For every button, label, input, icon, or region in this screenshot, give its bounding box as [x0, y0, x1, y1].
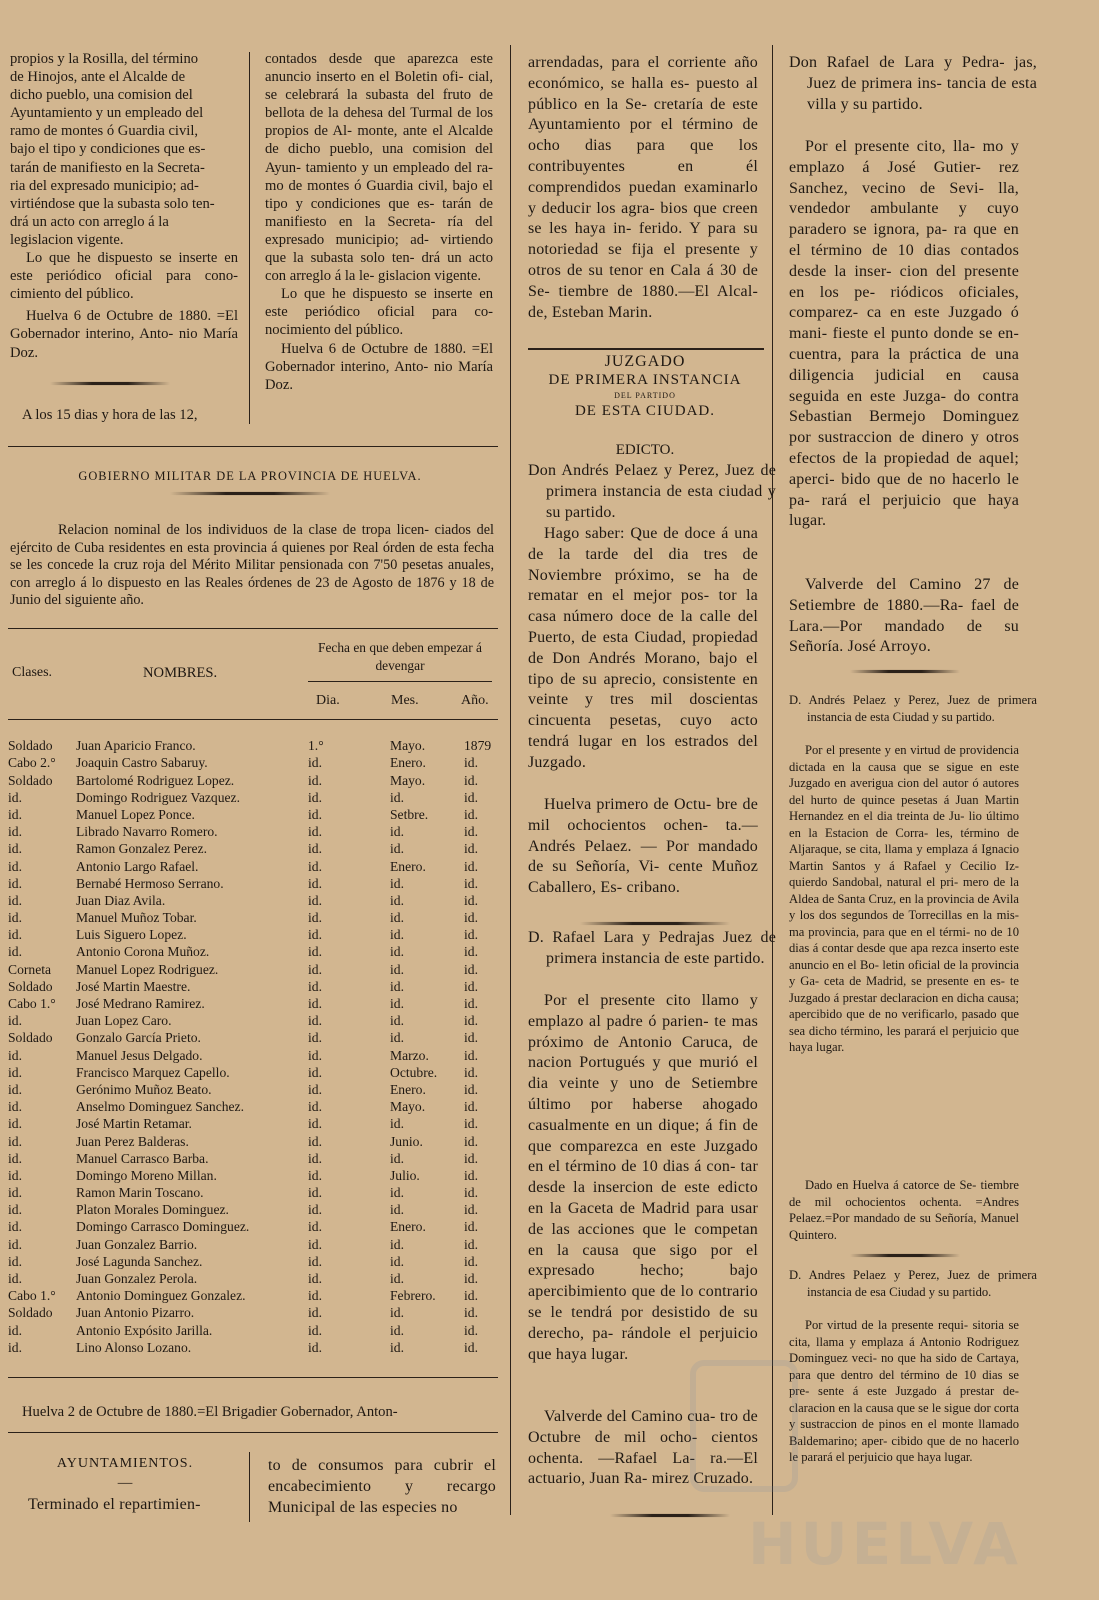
roster-nombre: Manuel Muñoz Tobar.	[76, 910, 197, 926]
roster-clase: Soldado	[8, 978, 53, 994]
roster-ano: id.	[464, 1253, 478, 1269]
roster-dia: id.	[308, 1064, 322, 1080]
roster-dia: id.	[308, 841, 322, 857]
roster-dia: id.	[308, 1081, 322, 1097]
roster-mes: Mayo.	[390, 738, 426, 754]
roster-row	[8, 960, 504, 977]
section-rule	[8, 446, 498, 447]
col2-top-article	[265, 50, 493, 394]
column-divider	[772, 45, 773, 1515]
roster-mes: id.	[390, 1013, 404, 1029]
roster-row	[8, 806, 504, 823]
roster-ano: id.	[464, 1288, 478, 1304]
roster-dia: id.	[308, 1047, 322, 1063]
section-rule	[528, 348, 764, 350]
roster-mes: id.	[390, 1150, 404, 1166]
roster-clase: id.	[8, 1219, 22, 1235]
header-nombres: NOMBRES.	[143, 665, 218, 681]
roster-ano: id.	[464, 1202, 478, 1218]
roster-nombre: Lino Alonso Lozano.	[76, 1339, 192, 1355]
roster-dia: id.	[308, 1339, 322, 1355]
roster-clase: id.	[8, 1322, 22, 1338]
roster-ano: id.	[464, 755, 478, 771]
roster-ano: id.	[464, 1219, 478, 1235]
roster-mes: id.	[390, 1271, 404, 1286]
roster-ano: id.	[464, 927, 478, 943]
roster-dia: id.	[308, 944, 322, 960]
roster-dia: id.	[308, 1116, 322, 1132]
roster-row	[8, 1218, 504, 1235]
col4-body-1: Por el presente cito, lla- mo y emplazo á José Gutier- rez Sanchez, vecino de Sevi- lla, vendedor ambulante y cuyo paradero se ignora, pa- ra que en el término de 10 dias contados desde la inser- cion del presente en los pe- riódicos oficiales, comparez- ca en este Juzgado ó mani- fieste el punto donde se en- cuentra, para la práctica de una diligencia judicial en causa seguida en este Juzga- do contra Sebastian Bermejo Dominguez por sustraccion de dinero y otros efectos de la propiedad de aquel; aperci- bido que de no hacerlo le pa- rará el perjuicio que haya lugar.	[789, 138, 1019, 530]
roster-mes: id.	[390, 892, 404, 908]
col4-signature-2: Dado en Huelva á catorce de Se- tiembre de mil ochocientos ochenta. =Andres Pelaez.=Por mandado de su Señoría, Manuel Quintero.	[789, 1178, 1019, 1242]
roster-clase: Corneta	[8, 961, 52, 977]
roster-dia: 1.°	[308, 738, 324, 754]
roster-mes: id.	[390, 1202, 404, 1218]
roster-nombre: Juan Gonzalez Perola.	[76, 1271, 198, 1286]
juzgado-subtitle: DE PRIMERA INSTANCIA	[548, 372, 742, 388]
roster-nombre: Anselmo Dominguez Sanchez.	[76, 1099, 244, 1115]
roster-dia: id.	[308, 1167, 322, 1183]
ayuntamientos-text-continued: to de consumos para cubrir el encabecimiento y recargo Municipal de las especies no	[268, 1457, 496, 1516]
roster-mes: Marzo.	[390, 1047, 429, 1063]
roster-clase: id.	[8, 1339, 22, 1355]
roster-dia: id.	[308, 875, 322, 891]
roster-clase: id.	[8, 858, 22, 874]
roster-clase: id.	[8, 806, 22, 822]
roster-clase: id.	[8, 1099, 22, 1115]
roster-row	[8, 1012, 504, 1029]
roster-clase: id.	[8, 927, 22, 943]
col1-line: tarán de manifiesto en la Secreta-	[10, 159, 205, 176]
roster-nombre: Bernabé Hermoso Serrano.	[76, 875, 224, 891]
roster-dia: id.	[308, 1219, 322, 1235]
roster-row	[8, 1287, 504, 1304]
rafael-body: Por el presente cito llamo y emplazo al padre ó parien- te mas próximo de Antonio Caruca, de nacion Portugués y que murió el dia veinte y uno de Setiembre último por haberse ahogado casualmente en un dique; á fin de que comparezca en este Juzgado en el término de 10 dias á con- tar desde la insercion de este edicto en la Gaceta de Madrid para usar de las acciones que le competan en la causa que sigo por el expresado hecho; bajo apercibimiento que de lo contrario se le tendrá por desistido de su derecho, pa- rándole el perjuicio que haya lugar.	[528, 992, 758, 1363]
col4-body-2: Por el presente y en virtud de providencia dictada en la causa que se sigue en este Juzgado en averigua cion del autor ó autores del hurto de quince pesetas á Juan Martin Hernandez en el dia treinta de Ju- lio último en la Estacion de Corra- les, término de Aljaraque, se cita, llama y emplaza á Ignacio Martin Santos y á Rafael y Cecilio Iz- quierdo Sandobal, natural el pri- mero de la Aldea de Santa Cruz, en la provincia de Avila y los dos segundos de Torrecillas en la mis- ma provincia, para que en el térmi- no de 10 dias á contar desde que apa rezca inserto este anuncio en el Bo- letin oficial de la provincia y Ga- ceta de Madrid, se presente en es- te Juzgado á prestar declaracion en dicha causa; apercibido que de no verificarlo, pasado que sea dicho término, les parará el perjuicio que haya lugar.	[789, 743, 1019, 1054]
roster-ano: id.	[464, 1236, 478, 1252]
roster-ano: id.	[464, 1305, 478, 1321]
roster-mes: id.	[390, 1116, 404, 1132]
roster-row	[8, 1167, 504, 1184]
roster-mes: id.	[390, 1236, 404, 1252]
roster-nombre: José Martin Maestre.	[76, 978, 191, 994]
roster-clase: Soldado	[8, 772, 53, 788]
roster-clase: id.	[8, 1167, 22, 1183]
roster-dia: id.	[308, 910, 322, 926]
roster-dia: id.	[308, 789, 322, 805]
roster-ano: id.	[464, 1133, 478, 1149]
roster-clase: id.	[8, 1064, 22, 1080]
roster-clase: id.	[8, 1081, 22, 1097]
roster-nombre: Joaquin Castro Sabaruy.	[76, 755, 208, 771]
roster-mes: Mayo.	[390, 1099, 426, 1115]
roster-ano: id.	[464, 1271, 478, 1286]
roster-row	[8, 754, 504, 771]
col3-article	[528, 53, 758, 323]
roster-ano: id.	[464, 1064, 478, 1080]
roster-dia: id.	[308, 1305, 322, 1321]
col1-line: virtiéndose que la subasta solo ten-	[10, 195, 215, 212]
roster-nombre: Juan Antonio Pizarro.	[76, 1305, 195, 1321]
edicto-signature: Huelva primero de Octu- bre de mil ochocientos ochen- ta.— Andrés Pelaez. — Por mandado de su Señoría, Vi- cente Muñoz Caballero, Es- cribano.	[528, 796, 758, 897]
roster-mes: id.	[390, 944, 404, 960]
roster-clase: Cabo 2.°	[8, 755, 56, 771]
roster-nombre: Gerónimo Muñoz Beato.	[76, 1081, 212, 1097]
roster-ano: id.	[464, 1013, 478, 1029]
roster-clase: id.	[8, 910, 22, 926]
roster-nombre: Juan Lopez Caro.	[76, 1013, 172, 1029]
col1-line: dicho pueblo, una comision del	[10, 87, 193, 104]
col1-opening-lines	[10, 50, 238, 249]
roster-mes: id.	[390, 841, 404, 857]
roster-clase: Cabo 1.°	[8, 1288, 56, 1304]
table-rule	[8, 719, 498, 720]
roster-mes: Mayo.	[390, 772, 426, 788]
section-rule	[8, 1432, 498, 1433]
roster-dia: id.	[308, 1030, 322, 1046]
roster-ano: id.	[464, 1167, 478, 1183]
roster-row	[8, 1046, 504, 1063]
header-mes: Mes.	[391, 693, 419, 708]
edicto-title: EDICTO.	[615, 442, 675, 458]
roster-mes: Julio.	[390, 1167, 420, 1183]
column-divider	[510, 45, 511, 1515]
roster-mes: id.	[390, 910, 404, 926]
roster-dia: id.	[308, 892, 322, 908]
roster-dia: id.	[308, 1133, 322, 1149]
roster-clase: id.	[8, 1150, 22, 1166]
roster-clase: id.	[8, 1047, 22, 1063]
ayuntamientos-dash: —	[117, 1475, 133, 1491]
roster-ano: id.	[464, 1081, 478, 1097]
roster-row	[8, 978, 504, 995]
ayuntamientos-text: Terminado el repartimien-	[28, 1496, 201, 1513]
roster-ano: id.	[464, 910, 478, 926]
roster-dia: id.	[308, 1150, 322, 1166]
column-divider	[249, 1452, 250, 1522]
roster-ano: id.	[464, 996, 478, 1011]
roster-nombre: Ramon Gonzalez Perez.	[76, 841, 207, 857]
roster-dia: id.	[308, 1288, 322, 1304]
col2-para: Lo que he dispuesto se inserte en este periódico oficial para co- nocimiento del público.	[265, 286, 493, 339]
roster-ano: id.	[464, 978, 478, 994]
roster-ano: id.	[464, 1099, 478, 1115]
roster-mes: id.	[390, 1322, 404, 1338]
roster-dia: id.	[308, 927, 322, 943]
col4-signature-1: Valverde del Camino 27 de Setiembre de 1880.—Ra- fael de Lara.—Por mandado de su Señoría. José Arroyo.	[789, 576, 1019, 656]
roster-dia: id.	[308, 1185, 322, 1201]
roster-mes: Enero.	[390, 1081, 426, 1097]
military-signature: Huelva 2 de Octubre de 1880.=El Brigadier Gobernador, Anton-	[22, 1404, 398, 1420]
roster-mes: Febrero.	[390, 1288, 436, 1304]
roster-dia: id.	[308, 1202, 322, 1218]
header-dia: Dia.	[316, 693, 340, 708]
roster-dia: id.	[308, 1253, 322, 1269]
military-ornament-rule	[170, 492, 330, 495]
edicto-judge: Don Andrés Pelaez y Perez, Juez de primera instancia de esta ciudad y su partido.	[528, 462, 776, 521]
roster-row	[8, 1115, 504, 1132]
roster-nombre: Manuel Jesus Delgado.	[76, 1047, 203, 1063]
header-subrule	[308, 681, 492, 682]
roster-ano: id.	[464, 1150, 478, 1166]
roster-nombre: Juan Aparicio Franco.	[76, 738, 196, 754]
roster-dia: id.	[308, 996, 322, 1011]
roster-clase: id.	[8, 789, 22, 805]
library-seal-watermark	[690, 1360, 798, 1492]
roster-row	[8, 1304, 504, 1321]
roster-row	[8, 926, 504, 943]
col4-body-3: Por virtud de la presente requi- sitoria se cita, llama y emplaza á Antonio Rodriguez Dominguez veci- no que ha sido de Cartaya, para que dentro del término de 10 dias se pre- sente á este Juzgado á prestar de- claracion en la causa que se le sigue dor corta y sustraccion de pinos en el monte llamado Baldemarino; aper- cibido que de no hacerlo le parará el perjuicio que haya lugar.	[789, 1318, 1019, 1464]
roster-ano: id.	[464, 858, 478, 874]
roster-dia: id.	[308, 1322, 322, 1338]
col3-para: arrendadas, para el corriente año económico, se halla es- puesto al público en la Se- cretaría de este Ayuntamiento por el término de ocho dias para que los contribuyentes en él comprendidos puedan examinarlo y deducir los agra- bios que creen se les haya in- ferido. Y para su notoriedad se fija el presente y otros de su tenor en Cala á 30 de Se- tiembre de 1880.—El Alcal- de, Esteban Marin.	[528, 54, 758, 321]
roster-ano: id.	[464, 875, 478, 891]
roster-nombre: José Medrano Ramirez.	[76, 996, 205, 1011]
col1-line: de Hinojos, ante el Alcalde de	[10, 69, 186, 86]
roster-clase: id.	[8, 944, 22, 960]
col1-line: ramo de montes ó Guardia civil,	[10, 123, 199, 140]
roster-nombre: Domingo Moreno Millan.	[76, 1167, 217, 1183]
roster-row	[8, 1270, 504, 1287]
roster-mes: id.	[390, 1339, 404, 1355]
roster-nombre: Luis Siguero Lopez.	[76, 927, 187, 943]
military-intro: Relacion nominal de los individuos de la clase de tropa licen- ciados del ejército de Cuba residentes en esta provincia á quienes por Real órden de esta fecha se les concede la cruz roja del Mérito Militar pensionada con 7'50 pesetas anuales, con arreglo á lo dispuesto en las Reales órdenes de 23 de Agosto de 1876 y 18 de Junio del siguiente año.	[10, 522, 494, 609]
header-clases: Clases.	[12, 665, 53, 680]
rafael-judge: D. Rafael Lara y Pedrajas Juez de primera instancia de este partido.	[528, 929, 776, 967]
roster-dia: id.	[308, 978, 322, 994]
roster-nombre: Antonio Dominguez Gonzalez.	[76, 1288, 246, 1304]
roster-row	[8, 1253, 504, 1270]
roster-ano: id.	[464, 1047, 478, 1063]
roster-row	[8, 1235, 504, 1252]
roster-row	[8, 857, 504, 874]
roster-mes: Setbre.	[390, 806, 429, 822]
roster-nombre: Antonio Expósito Jarilla.	[76, 1322, 213, 1338]
roster-row	[8, 892, 504, 909]
table-rule	[8, 628, 498, 629]
roster-mes: Junio.	[390, 1133, 423, 1149]
roster-clase: id.	[8, 824, 22, 840]
col3-ornament-rule	[580, 922, 730, 925]
roster-mes: id.	[390, 1305, 404, 1321]
roster-mes: id.	[390, 978, 404, 994]
col1-line: drá un acto con arreglo á la	[10, 213, 169, 230]
roster-mes: id.	[390, 996, 404, 1011]
roster-row	[8, 1081, 504, 1098]
col2-signature: Huelva 6 de Octubre de 1880. =El Gobernador interino, Anto- nio María Doz.	[265, 340, 493, 393]
col4-judge-1: Don Rafael de Lara y Pedra- jas, Juez de primera ins- tancia de esta villa y su partido.	[789, 54, 1037, 113]
table-rule	[8, 1377, 498, 1378]
roster-ano: id.	[464, 944, 478, 960]
juzgado-ciudad: DE ESTA CIUDAD.	[574, 403, 716, 419]
roster-ano: id.	[464, 1030, 478, 1046]
roster-mes: Enero.	[390, 858, 426, 874]
roster-clase: id.	[8, 1185, 22, 1201]
col1-para: Lo que he dispuesto se inserte en este periódico oficial para cono- cimiento del público.	[10, 250, 238, 303]
roster-mes: id.	[390, 1030, 404, 1046]
roster-dia: id.	[308, 806, 322, 822]
roster-nombre: Francisco Marquez Capello.	[76, 1064, 230, 1080]
roster-mes: Enero.	[390, 1219, 426, 1235]
col1-line: bajo el tipo y condiciones que es-	[10, 141, 206, 158]
roster-row	[8, 1184, 504, 1201]
roster-nombre: José Lagunda Sanchez.	[76, 1253, 203, 1269]
roster-nombre: Gonzalo García Prieto.	[76, 1030, 201, 1046]
edicto-body: Hago saber: Que de doce á una de la tarde del dia tres de Noviembre próximo, se ha de rematar en el mejor pos- tor la casa número doce de la calle del Puerto, de esta Ciudad, propiedad de Don Andrés Morano, bajo el tipo de su aprecio, consistente en veinte y tres mil doscientas cincuenta pesetas, cuyo acto tendrá lugar en los estrados del Juzgado.	[528, 525, 758, 771]
roster-row	[8, 1064, 504, 1081]
col4-judge-3: D. Andres Pelaez y Perez, Juez de primera instancia de esa Ciudad y su partido.	[789, 1268, 1037, 1299]
roster-nombre: Antonio Corona Muñoz.	[76, 944, 210, 960]
juzgado-title: JUZGADO	[604, 353, 686, 370]
roster-row	[8, 1201, 504, 1218]
col3-ornament-rule	[610, 1514, 730, 1517]
roster-mes: id.	[390, 824, 404, 840]
rafael-signature: Valverde del Camino cua- tro de Octubre de mil ocho- cientos ochenta. —Rafael La- ra.—El actuario, Juan Ra- mirez Cruzado.	[528, 1408, 758, 1488]
roster-clase: id.	[8, 1253, 22, 1269]
roster-mes: id.	[390, 789, 404, 805]
roster-row	[8, 1098, 504, 1115]
roster-ano: id.	[464, 806, 478, 822]
col1-top-article	[10, 50, 238, 362]
roster-clase: Soldado	[8, 1030, 53, 1046]
roster-clase: id.	[8, 1236, 22, 1252]
roster-dia: id.	[308, 1013, 322, 1029]
roster-dia: id.	[308, 1099, 322, 1115]
header-fecha: Fecha en que deben empezar á devengar	[318, 640, 482, 673]
roster-mes: id.	[390, 1253, 404, 1269]
roster-row	[8, 823, 504, 840]
roster-nombre: Librado Navarro Romero.	[76, 824, 218, 840]
roster-ano: id.	[464, 1185, 478, 1201]
roster-dia: id.	[308, 1271, 322, 1286]
col1-ornament-rule	[50, 382, 170, 385]
roster-ano: id.	[464, 892, 478, 908]
roster-dia: id.	[308, 858, 322, 874]
roster-dia: id.	[308, 755, 322, 771]
roster-nombre: Ramon Marin Toscano.	[76, 1185, 204, 1201]
roster-nombre: Bartolomé Rodriguez Lopez.	[76, 772, 235, 788]
roster-row	[8, 909, 504, 926]
roster-ano: id.	[464, 1322, 478, 1338]
roster-dia: id.	[308, 961, 322, 977]
roster-clase: id.	[8, 1202, 22, 1218]
roster-row	[8, 1029, 504, 1046]
roster-row	[8, 943, 504, 960]
roster-dia: id.	[308, 772, 322, 788]
roster-mes: id.	[390, 927, 404, 943]
roster-dia: id.	[308, 1236, 322, 1252]
col1-tail: A los 15 dias y hora de las 12,	[22, 407, 198, 423]
roster-row	[8, 840, 504, 857]
roster-clase: id.	[8, 1116, 22, 1132]
roster-ano: 1879	[464, 738, 492, 754]
roster-row	[8, 737, 504, 754]
col1-line: ria del expresado municipio; ad-	[10, 177, 199, 194]
roster-mes: Octubre.	[390, 1064, 438, 1080]
roster-row	[8, 875, 504, 892]
military-heading: GOBIERNO MILITAR DE LA PROVINCIA DE HUELVA.	[78, 469, 422, 483]
column-divider	[249, 52, 250, 424]
roster-row	[8, 1339, 504, 1356]
roster-row	[8, 789, 504, 806]
huelva-watermark: HUELVA	[748, 1510, 1023, 1578]
roster-ano: id.	[464, 824, 478, 840]
roster-mes: id.	[390, 1185, 404, 1201]
roster-nombre: Juan Gonzalez Barrio.	[76, 1236, 198, 1252]
roster-clase: id.	[8, 841, 22, 857]
roster-ano: id.	[464, 961, 478, 977]
roster-nombre: Manuel Lopez Ponce.	[76, 806, 195, 822]
header-ano: Año.	[461, 693, 489, 708]
roster-ano: id.	[464, 772, 478, 788]
roster-row	[8, 995, 504, 1012]
col4-ornament-rule	[850, 670, 960, 673]
roster-clase: Cabo 1.°	[8, 996, 56, 1011]
roster-nombre: Manuel Lopez Rodriguez.	[76, 961, 219, 977]
roster-clase: id.	[8, 1133, 22, 1149]
roster-mes: id.	[390, 875, 404, 891]
roster-clase: id.	[8, 875, 22, 891]
roster-nombre: Domingo Rodriguez Vazquez.	[76, 789, 240, 805]
roster-clase: Soldado	[8, 738, 53, 754]
col1-line: legislacion vigente.	[10, 231, 124, 248]
roster-ano: id.	[464, 789, 478, 805]
roster-ano: id.	[464, 1339, 478, 1355]
ayuntamientos-heading: AYUNTAMIENTOS.	[56, 1456, 194, 1471]
roster-ano: id.	[464, 841, 478, 857]
col4-judge-2: D. Andrés Pelaez y Perez, Juez de primera instancia de esta Ciudad y su partido.	[789, 693, 1037, 724]
col1-signature: Huelva 6 de Octubre de 1880. =El Gobernador interino, Anto- nio María Doz.	[10, 308, 238, 361]
military-roster-table	[8, 737, 504, 1356]
roster-row	[8, 1321, 504, 1338]
roster-nombre: Domingo Carrasco Dominguez.	[76, 1219, 250, 1235]
col2-para: contados desde que aparezca este anuncio inserto en el Boletin ofi- cial, se celebrará la subasta del fruto de bellota de la dehesa del Turmal de los propios de Al- monte, ante el Alcalde de dicho pueblo, una comision del Ayun- tamiento y un empleado del ra- mo de montes ó Guardia civil, bajo el tipo y condiciones que es- tarán de manifiesto en la Secreta- ría del expresado municipio; ad- virtiendo que la subasta solo ten- drá un acto con arreglo á la le- gislacion vigente.	[265, 51, 493, 285]
roster-clase: id.	[8, 892, 22, 908]
roster-nombre: Juan Diaz Avila.	[76, 892, 166, 908]
roster-nombre: Antonio Largo Rafael.	[76, 858, 199, 874]
col4-ornament-rule	[850, 1254, 960, 1257]
roster-ano: id.	[464, 1116, 478, 1132]
roster-nombre: Manuel Carrasco Barba.	[76, 1150, 209, 1166]
roster-mes: id.	[390, 961, 404, 977]
roster-row	[8, 1132, 504, 1149]
col1-line: propios y la Rosilla, del término	[10, 51, 199, 67]
roster-nombre: José Martin Retamar.	[76, 1116, 192, 1132]
roster-clase: id.	[8, 1271, 22, 1286]
roster-nombre: Platon Morales Dominguez.	[76, 1202, 229, 1218]
roster-clase: id.	[8, 1013, 22, 1029]
col1-line: Ayuntamiento y un empleado del	[10, 105, 204, 122]
roster-mes: Enero.	[390, 755, 426, 771]
roster-clase: Soldado	[8, 1305, 53, 1321]
roster-nombre: Juan Perez Balderas.	[76, 1133, 189, 1149]
juzgado-heading	[520, 352, 770, 421]
juzgado-partido: DEL PARTIDO	[614, 391, 676, 400]
roster-dia: id.	[308, 824, 322, 840]
roster-row	[8, 1150, 504, 1167]
roster-row	[8, 771, 504, 788]
